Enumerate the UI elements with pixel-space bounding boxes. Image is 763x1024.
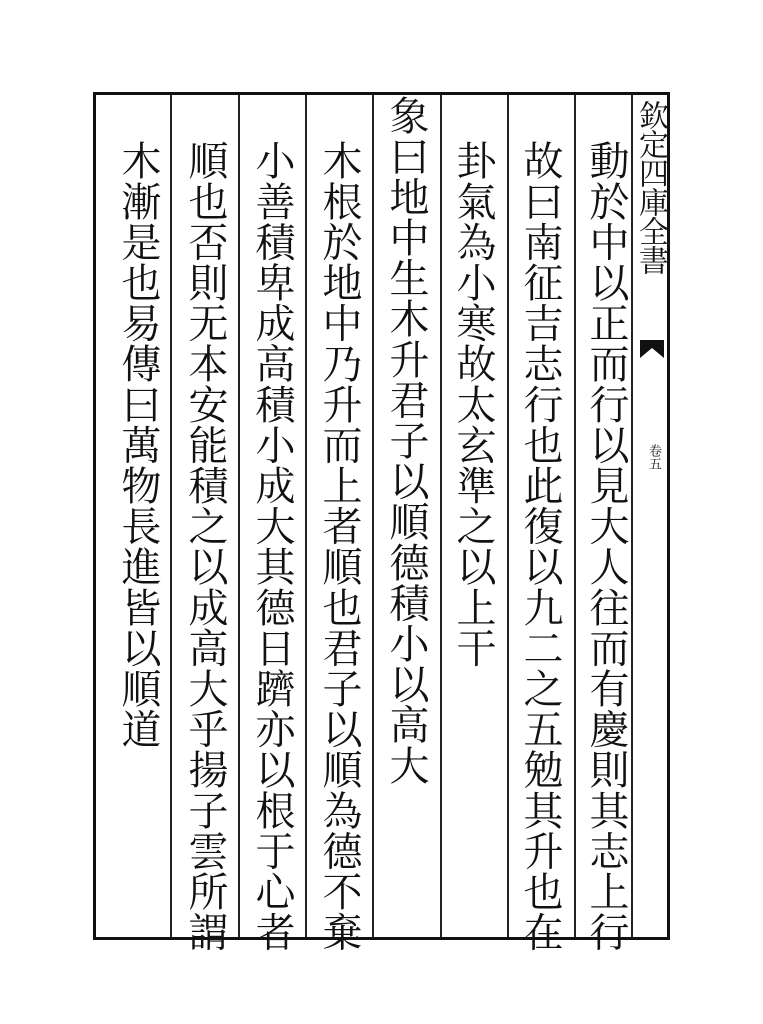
column-rule: [238, 95, 240, 937]
column-rule: [507, 95, 509, 937]
text-column-3: 卦氣為小寒故太玄準之以上干: [450, 140, 496, 668]
book-title: 欽定四庫全書: [633, 100, 668, 274]
column-rule: [372, 95, 374, 937]
text-column-5: 木根於地中乃升而上者順也君子以順為德不棄: [316, 140, 362, 952]
text-column-1: 動於中以正而行以見大人往而有慶則其志上行: [583, 140, 629, 952]
fishtail-mark-icon: [639, 338, 665, 360]
column-rule: [574, 95, 576, 937]
text-column-6: 小善積卑成高積小成大其德日躋亦以根于心者: [249, 140, 295, 952]
column-rule: [440, 95, 442, 937]
column-rule: [305, 95, 307, 937]
text-column-2: 故曰南征吉志行也此復以九二之五勉其升也在: [517, 140, 563, 952]
column-rule: [170, 95, 172, 937]
text-column-8: 木漸是也易傳曰萬物長進皆以順道: [115, 140, 161, 749]
volume-label: 卷五: [646, 444, 661, 470]
text-column-7: 順也否則无本安能積之以成高大乎揚子雲所謂: [182, 140, 228, 952]
text-column-4: 象曰地中生木升君子以順德積小以高大: [383, 95, 429, 786]
